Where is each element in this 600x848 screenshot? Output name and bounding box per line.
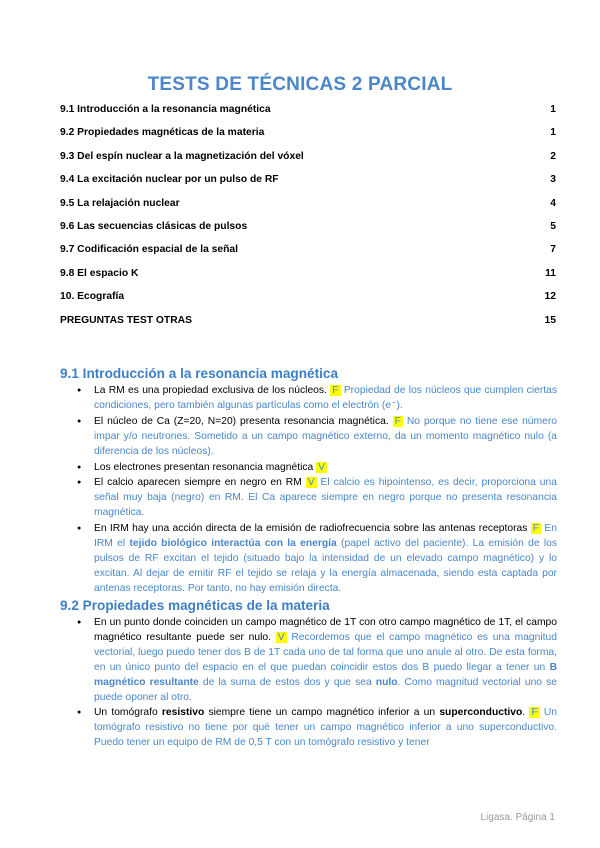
toc-entry[interactable] [60,126,556,149]
list-item [60,476,557,521]
toc-page: 3 [550,174,556,186]
list-item [60,616,557,705]
answer-emphasis: tejido biológico interactúa con la energía [129,538,337,550]
answer-explanation: El calcio es hipointenso, es decir, proporciona una señal muy baja (negro) en RM. El Ca aparece siempre en negro porque no presenta resonancia magnética. [94,477,557,519]
list-item [60,461,557,476]
toc-page: 1 [550,104,556,115]
list-item [60,522,557,597]
toc-entry[interactable] [60,197,556,220]
question-text: En IRM hay una acción directa de la emisión de radiofrecuencia sobre las antenas receptoras [94,523,528,535]
toc-label: 9.7 Codificación espacial de la señal [60,244,238,256]
question-text: El calcio aparecen siempre en negro en RM [94,477,302,489]
answer-mark: V [277,631,285,643]
question-emphasis: superconductivo [439,707,523,719]
section-heading-9-1: 9.1 Introducción a la resonancia magnética [60,366,339,381]
answer-mark: F [531,707,538,719]
toc-page: 4 [550,197,556,209]
toc-entry[interactable] [60,103,556,126]
answer-mark: V [318,461,325,473]
toc-page: 7 [550,244,556,256]
question-text: En un punto donde coinciden un campo magnético de 1T con otro campo magnético de 1T, el campo magnético resultante puede ser nulo. [94,617,557,643]
toc-page: 1 [550,127,556,139]
answer-text: . Como magnitud vectorial uno se puede oponer al otro. [94,676,557,703]
toc-label: PREGUNTAS TEST OTRAS [60,314,192,326]
answer-explanation: No porque no tiene ese número impar y/o neutrones. Sometido a un campo magnético externo, da un momento magnético nulo (a diferencia de los núcleos). [94,415,557,457]
toc-label: 9.2 Propiedades magnéticas de la materia [60,127,265,139]
answer-explanation: Un tomógrafo resistivo no tiene por qué tener un campo magnético inferior a uno superconductivo. Puedo tener un equipo de RM de 0,5 T con un tomógrafo resistivo y tener [94,707,557,749]
toc-entry[interactable] [60,290,556,313]
answer-text: Recordemos que el campo magnético es una magnitud vectorial, luego puedo tener dos B de 1T cada uno de tal forma que uno anule al otro. De esta forma, en un único punto del espacio en el que puedan coincidir estos dos B puedo llegar a tener un [94,631,557,673]
toc-label: 9.6 Las secuencias clásicas de pulsos [60,220,248,232]
question-emphasis: resistivo [161,707,205,719]
answer-text: En IRM el [94,523,557,550]
question-text: Los electrones presentan resonancia magnética [94,461,314,473]
question-list-9-2 [60,616,557,752]
toc-label: 9.8 El espacio K [60,267,139,279]
answer-explanation: Propiedad de los núcleos que cumplen ciertas condiciones, pero también algunas partículas como el electrón (e⁻). [94,385,557,411]
toc-label: 9.1 Introducción a la resonancia magnética [60,104,271,115]
answer-text: (papel activo del paciente). La emisión de los pulsos de RF excitan el tejido (situado bajo la intensidad de un elevado campo magnético) y lo excitan. Al dejar de emitir RF el tejido se relaja y la energía almacenada, siendo esta captada por antenas receptoras. Por tanto, no hay emisión directa. [94,538,557,594]
question-text: El núcleo de Ca (Z=20, N=20) presenta resonancia magnética. [94,415,389,427]
question-text: La RM es una propiedad exclusiva de los núcleos. [94,385,327,396]
toc-page: 12 [544,291,556,303]
page-title: TESTS DE TÉCNICAS 2 PARCIAL [147,74,453,95]
list-item [60,706,557,751]
question-list-9-1 [60,384,557,598]
answer-mark: V [307,477,315,489]
answer-mark: F [394,415,401,427]
answer-text: de la suma de estos dos y que sea [202,676,372,688]
answer-emphasis: nulo [375,676,398,688]
toc-page: 2 [550,150,556,162]
toc-entry[interactable] [60,220,556,243]
toc-entry[interactable] [60,267,556,290]
toc-entry[interactable] [60,173,556,196]
toc-entry[interactable] [60,243,556,266]
toc-page: 5 [550,220,556,232]
toc-entry[interactable] [60,314,556,337]
toc-label: 9.3 Del espín nuclear a la magnetización del vóxel [60,150,304,162]
question-text: . [522,707,526,719]
toc-label: 9.5 La relajación nuclear [60,197,180,209]
list-item [60,384,557,414]
section-heading-9-2: 9.2 Propiedades magnéticas de la materia [60,598,330,613]
answer-mark: F [332,385,339,396]
answer-emphasis: B magnético resultante [94,661,557,688]
question-text: siempre tiene un campo magnético inferior a un [208,707,436,719]
answer-mark: F [532,523,540,535]
toc-page: 15 [544,314,556,326]
table-of-contents [60,103,556,337]
question-text: Un tomógrafo [94,707,158,719]
toc-label: 9.4 La excitación nuclear por un pulso de RF [60,174,279,186]
page-footer: Ligasa. Página 1 [480,812,555,823]
list-item [60,415,557,460]
toc-entry[interactable] [60,150,556,173]
toc-label: 10. Ecografía [60,291,125,303]
toc-page: 11 [545,267,556,279]
